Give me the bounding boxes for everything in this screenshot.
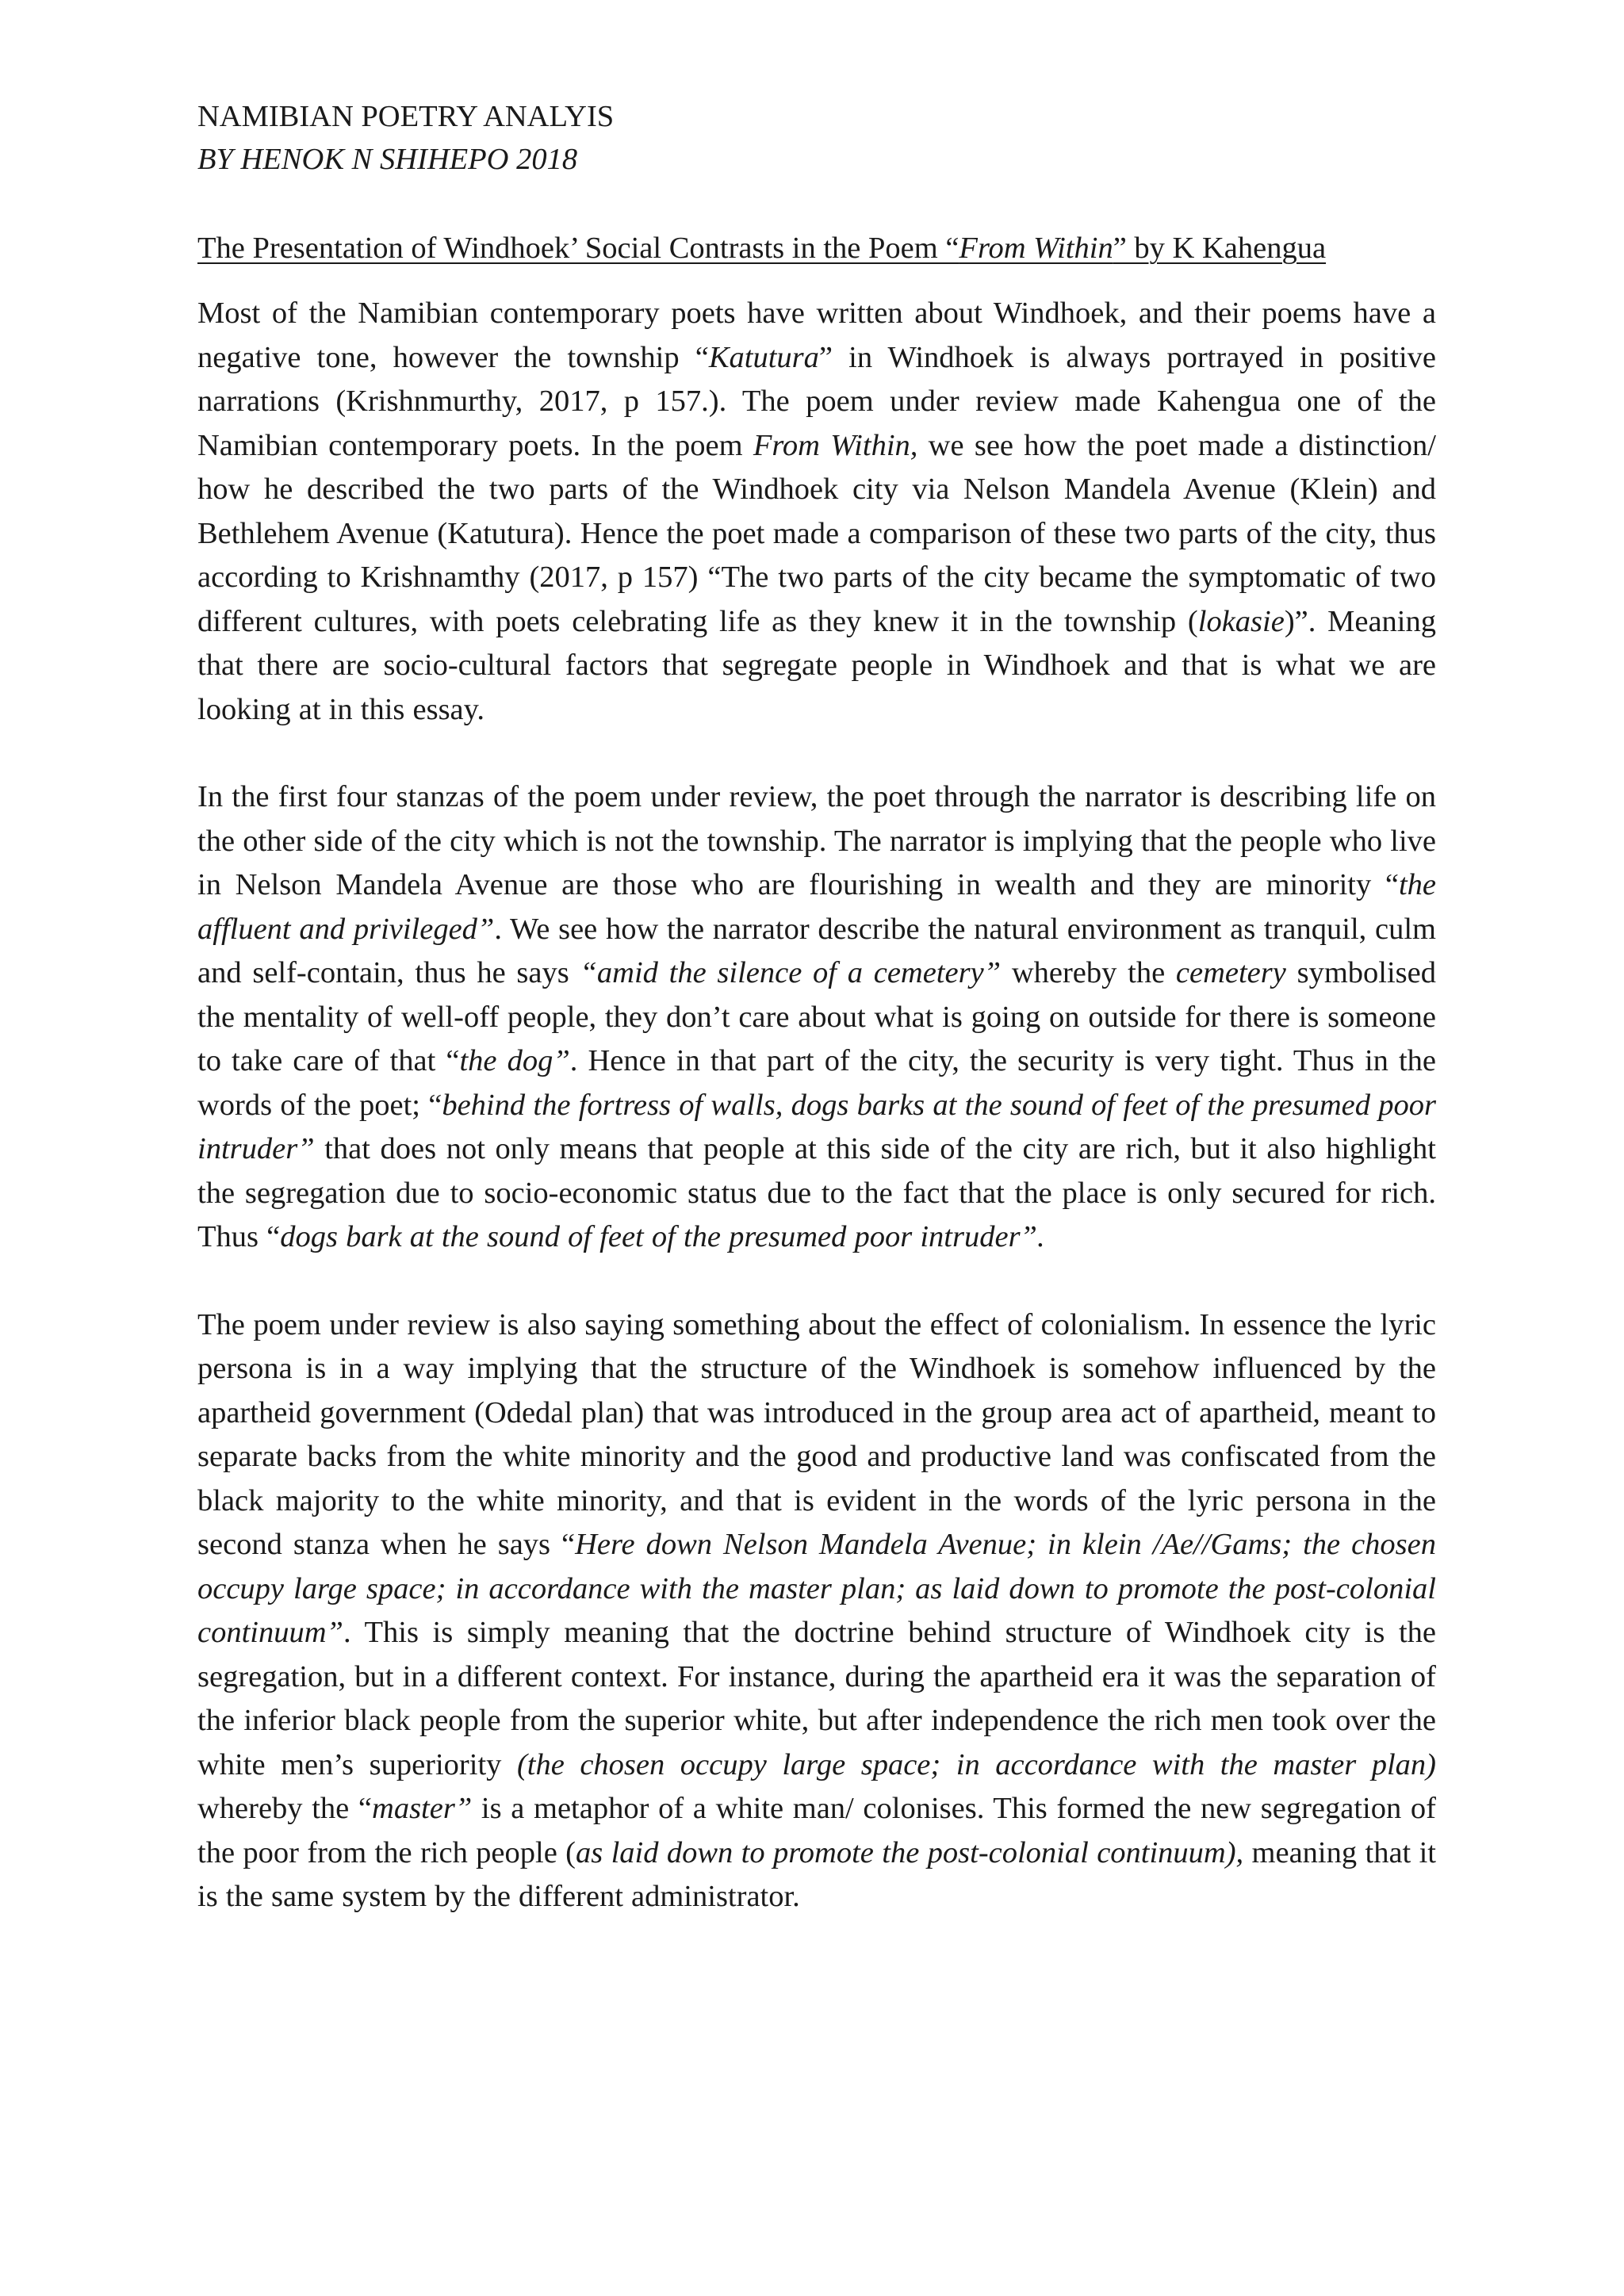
document-header-author: BY HENOK N SHIHEPO 2018 bbox=[197, 143, 578, 176]
text-run: we see how the poet made a distinction/ how he described the two parts of the Windhoek city via Nelson Mandela Avenue (Klein) and Bethlehem Avenue (Katutura). Hence the poet made a comparison of these two parts of the city, thus according to Krishnamthy (2017, p 157) “The two parts of the city became the symptomatic of two different cultures, with poets celebrating life as they knew it in the township ( bbox=[197, 428, 1437, 638]
quoted-text: the dog” bbox=[459, 1044, 570, 1077]
essay-title-part: ” by K Kahengua bbox=[1113, 232, 1327, 265]
text-run: whereby the bbox=[1001, 956, 1176, 989]
quoted-text: “amid the silence of a cemetery” bbox=[580, 956, 1002, 989]
text-run: symbolised the mentality of well-off people, they don’t care about what is going on outside for there is someone to take care of that “ bbox=[197, 956, 1436, 1077]
text-run: The poem under review is also saying something about the effect of colonialism. In essence the lyric persona is in a way implying that the structure of the Windhoek is somehow influenced by the apartheid government (Odedal plan) that was introduced in the group area act of apartheid, meant to separate backs from the white minority and the good and productive land was confiscated from the black majority to the white minority, and that is evident in the words of the lyric persona in the second stanza when he says “ bbox=[197, 1307, 1436, 1561]
paragraph-1 bbox=[197, 292, 1436, 732]
document-header-title: NAMIBIAN POETRY ANALYIS bbox=[197, 100, 615, 133]
quoted-text: From Within, bbox=[753, 428, 918, 462]
quoted-text: Katutura bbox=[708, 340, 819, 374]
text-run: )”. Meaning that there are socio-cultural factors that segregate people in Windhoek and that is what we are looking at in this essay. bbox=[197, 604, 1437, 726]
text-run: In the first four stanzas of the poem under review, the poet through the narrator is describing life on the other side of the city which is not the township. The narrator is implying that the people who live in Nelson Mandela Avenue are those who are flourishing in wealth and they are minority “ bbox=[197, 780, 1436, 901]
quoted-text: dogs bark at the sound of feet of the presumed poor intruder”. bbox=[280, 1220, 1045, 1253]
essay-title bbox=[197, 227, 1436, 270]
paragraph-3 bbox=[197, 1303, 1436, 1919]
quoted-text: (the chosen occupy large space; in accordance with the master plan) bbox=[516, 1747, 1436, 1781]
quoted-text: behind the fortress of walls, dogs barks at the sound of feet of the presumed poor intruder” bbox=[197, 1088, 1436, 1165]
text-run: . Hence in that part of the city, the security is very tight. Thus in the words of the poet; “ bbox=[197, 1044, 1437, 1122]
text-run: ” in Windhoek is always portrayed in positive narrations (Krishnmurthy, 2017, p 157.). The poem under review made Kahengua one of the Namibian contemporary poets. In the poem bbox=[197, 340, 1436, 462]
quoted-text: Here down Nelson Mandela Avenue; in klein /Ae//Gams; the chosen occupy large space; in accordance with the master plan; as laid down to promote the post-colonial continuum” bbox=[197, 1528, 1436, 1649]
text-run: is a metaphor of a white man/ colonises. This formed the new segregation of the poor from the rich people ( bbox=[197, 1792, 1436, 1869]
quoted-text: lokasie bbox=[1197, 604, 1285, 638]
text-run: Most of the Namibian contemporary poets have written about Windhoek, and their poems have a negative tone, however the township “ bbox=[197, 297, 1436, 374]
text-run: meaning that it is the same system by the different administrator. bbox=[197, 1835, 1436, 1913]
text-run: that does not only means that people at this side of the city are rich, but it also highlight the segregation due to socio-economic status due to the fact that the place is only secured for rich. Thus “ bbox=[197, 1132, 1436, 1253]
essay-title-part: The Presentation of Windhoek’ Social Contrasts in the Poem “ bbox=[197, 232, 959, 265]
text-run: . We see how the narrator describe the natural environment as tranquil, culm and self-contain, thus he says bbox=[197, 912, 1437, 989]
paragraph-2 bbox=[197, 775, 1436, 1260]
quoted-text: as laid down to promote the post-colonial continuum), bbox=[576, 1835, 1244, 1869]
essay-title-poem: From Within bbox=[959, 232, 1113, 265]
text-run: . This is simply meaning that the doctrine behind structure of Windhoek city is the segregation, but in a different context. For instance, during the apartheid era it was the separation of the inferior black people from the superior white, but after independence the rich men took over the white men’s superiority bbox=[197, 1616, 1436, 1781]
text-run: whereby the “ bbox=[197, 1792, 373, 1825]
quoted-text: master” bbox=[372, 1792, 473, 1825]
quoted-text: cemetery bbox=[1175, 956, 1286, 989]
quoted-text: the affluent and privileged” bbox=[197, 868, 1436, 946]
document-content bbox=[197, 95, 1436, 1919]
